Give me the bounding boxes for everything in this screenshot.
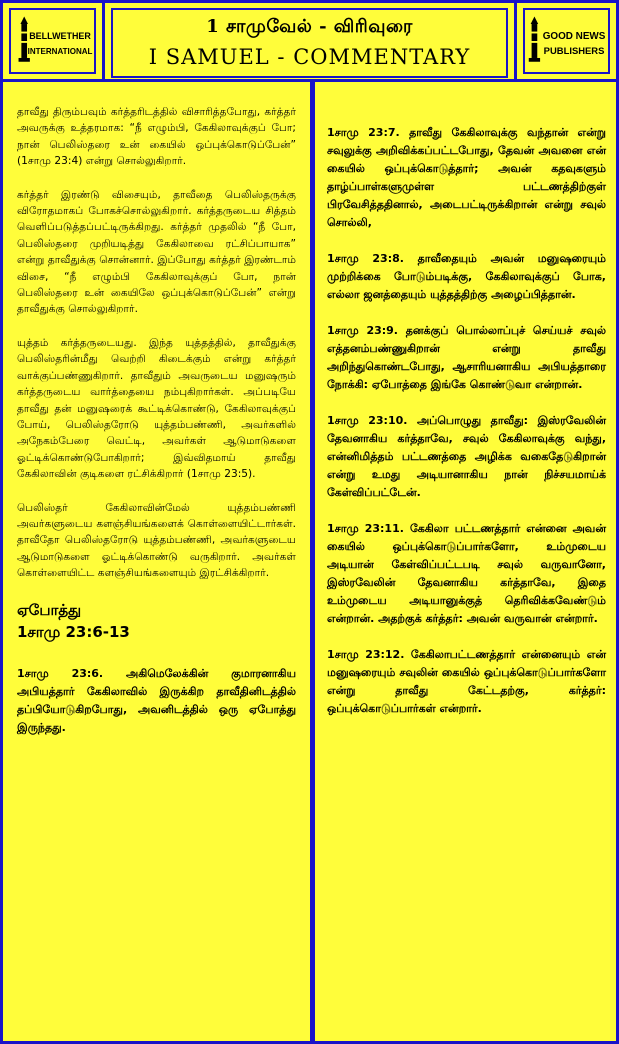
verse-23-12: 1சாமு 23:12. கேகிலாபட்டணத்தார் என்னையும் என் மனுஷரையும் சவுலின் கையில் ஒப்புக்கொடுப்பார்களோ என்று தாவீது கேட்டதற்கு, கர்த்தர்: ஒப்புக்கொடுப்பார்கள் என்றார்.	[327, 648, 606, 715]
svg-text:GOOD NEWS: GOOD NEWS	[542, 31, 606, 43]
commentary-paragraph-2: கர்த்தர் இரண்டு விசையும், தாவீதை பெலிஸ்தருக்கு விரோதமாகப் போகச்சொல்லுகிறார். கர்த்தருடைய சித்தம் வெளிப்படுத்தப்பட்டிருக்கிறது. கர்த்தர் முதலில் “நீ போ, பெலிஸ்தரை முறியடித்து கேகிலாவை ரட்சிப்பாயாக” என்று தாவீதுக்கு சொன்னார். இப்போது கர்த்தர் இரண்டாம் விசை, “நீ எழும்பி கேகிலாவுக்குப் போ, நான் பெலிஸ்தரை உன் கையிலே ஒப்புக்கொடுப்பேன்” என்று தாவீதுக்கு சொல்லுகிறார்.	[17, 188, 296, 316]
verse-23-10: 1சாமு 23:10. அப்பொழுது தாவீது: இஸ்ரவேலின் தேவனாகிய கர்த்தாவே, சவுல் கேகிலாவுக்கு வந்து, என்னிமித்தம் பட்டணத்தை அழிக்க வகைதேடுகிறான் என்று உமது அடியானாகிய நான் நிச்சயமாய்க் கேள்விப்பட்டேன்.	[327, 414, 606, 499]
section-heading-reference: 1சாமு 23:6-13	[17, 622, 130, 641]
commentary-paragraph-4: பெலிஸ்தர் கேகிலாவின்மேல் யுத்தம்பண்ணி அவர்களுடைய களஞ்சியங்களைக் கொள்ளையிட்டார்கள். தாவீதோ பெலிஸ்தரோடு யுத்தம்பண்ணி, அவர்களுடைய ஆடுமாடுகளை ஓட்டிக்கொண்டு வருகிறார். அவர்கள் கொள்ளையிட்ட களஞ்சியங்களையும் இரட்சிக்கிறார்.	[17, 501, 296, 580]
svg-text:PUBLISHERS: PUBLISHERS	[543, 45, 605, 57]
good-news-logo-icon	[525, 11, 608, 71]
section-heading-title: ஏபோத்து	[17, 600, 82, 619]
title-english: I SAMUEL - COMMENTARY	[148, 45, 471, 69]
svg-text:INTERNATIONAL: INTERNATIONAL	[27, 47, 93, 57]
commentary-paragraph-1: தாவீது திரும்பவும் கர்த்தரிடத்தில் விசாரித்தபோது, கர்த்தர் அவருக்கு உத்தரமாக: “நீ எழும்பி, கேகிலாவுக்குப் போ; நான் பெலிஸ்தரை உன் கையில் ஒப்புக்கொடுப்பேன்” (1சாமு 23:4) என்று சொல்லுகிறார்.	[17, 106, 296, 168]
left-column	[3, 82, 310, 1041]
header	[3, 3, 616, 82]
verse-23-6: 1சாமு 23:6. அகிமெலேக்கின் குமாரனாகிய அபியத்தார் கேகிலாவில் இருக்கிற தாவீதினிடத்தில் தப்பியோடுகிறபோது, அவனிடத்தில் ஒரு ஏபோத்து இருந்தது.	[17, 666, 296, 734]
right-column	[315, 82, 616, 1041]
verse-23-11: 1சாமு 23:11. கேகிலா பட்டணத்தார் என்னை அவன் கையில் ஒப்புக்கொடுப்பார்களோ, உம்முடைய அடியான் கேள்விப்பட்டபடி சவுல் வருவானோ, இஸ்ரவேலின் தேவனாகிய கர்த்தாவே, இதை உம்முடைய அடியானுக்குத் தெரிவிக்கவேண்டும் என்றான். அதற்குக் கர்த்தர்: அவன் வருவான் என்றார்.	[327, 522, 606, 625]
title-box	[111, 8, 508, 78]
commentary-paragraph-3: யுத்தம் கர்த்தருடையது. இந்த யுத்தத்தில், தாவீதுக்கு பெலிஸ்தரின்மீது வெற்றி கிடைக்கும் என்று கர்த்தர் வாக்குப்பண்ணுகிறார். தாவீதும் அவருடைய மனுஷரும் கர்த்தருடைய வார்த்தையை நம்புகிறார்கள். அப்படியே தாவீது தன் மனுஷரைக் கூட்டிக்கொண்டு, கேகிலாவுக்குப் போய், பெலிஸ்தரோடு யுத்தம்பண்ணி, அவர்களில் அநேகம்பேரை வெட்டி, அவர்கள் ஆடுமாடுகளை ஓட்டிக்கொண்டுபோகிறார்; இவ்விதமாய் தாவீது கேகிலாவின் குடிகளை ரட்சிக்கிறார் (1சாமு 23:5).	[17, 336, 296, 481]
good-news-logo-box	[514, 3, 616, 79]
verse-23-8: 1சாமு 23:8. தாவீதையும் அவன் மனுஷரையும் முற்றிக்கை போடும்படிக்கு, கேகிலாவுக்குப் போக, எல்லா ஜனத்தையும் யுத்தத்திற்கு அழைப்பித்தான்.	[327, 252, 606, 301]
verse-23-9: 1சாமு 23:9. தனக்குப் பொல்லாப்புச் செய்யச் சவுல் எத்தனம்பண்ணுகிறான் என்று தாவீது அறிந்துகொண்டபோது, ஆசாரியனாகிய அபியத்தாரை நோக்கி: ஏபோத்தை இங்கே கொண்டுவா என்றான்.	[327, 324, 606, 391]
bellwether-logo	[9, 8, 96, 74]
bellwether-logo-box	[3, 3, 105, 79]
svg-text:BELLWETHER: BELLWETHER	[29, 31, 91, 42]
verse-23-7: 1சாமு 23:7. தாவீது கேகிலாவுக்கு வந்தான் என்று சவுலுக்கு அறிவிக்கப்பட்டபோது, தேவன் அவனை என் கையில் ஒப்புக்கொடுத்தார்; அவன் கதவுகளும் தாழ்ப்பாள்களுமுள்ள பட்டணத்திற்குள் பிரவேசித்ததினால், அடைபட்டிருக்கிறான் என்று சவுல் சொல்லி,	[327, 126, 606, 229]
bellwether-logo-icon	[11, 11, 94, 71]
title-tamil: 1 சாமுவேல் - விரிவுரை	[206, 16, 413, 37]
section-heading	[17, 599, 296, 643]
good-news-logo	[523, 8, 610, 74]
